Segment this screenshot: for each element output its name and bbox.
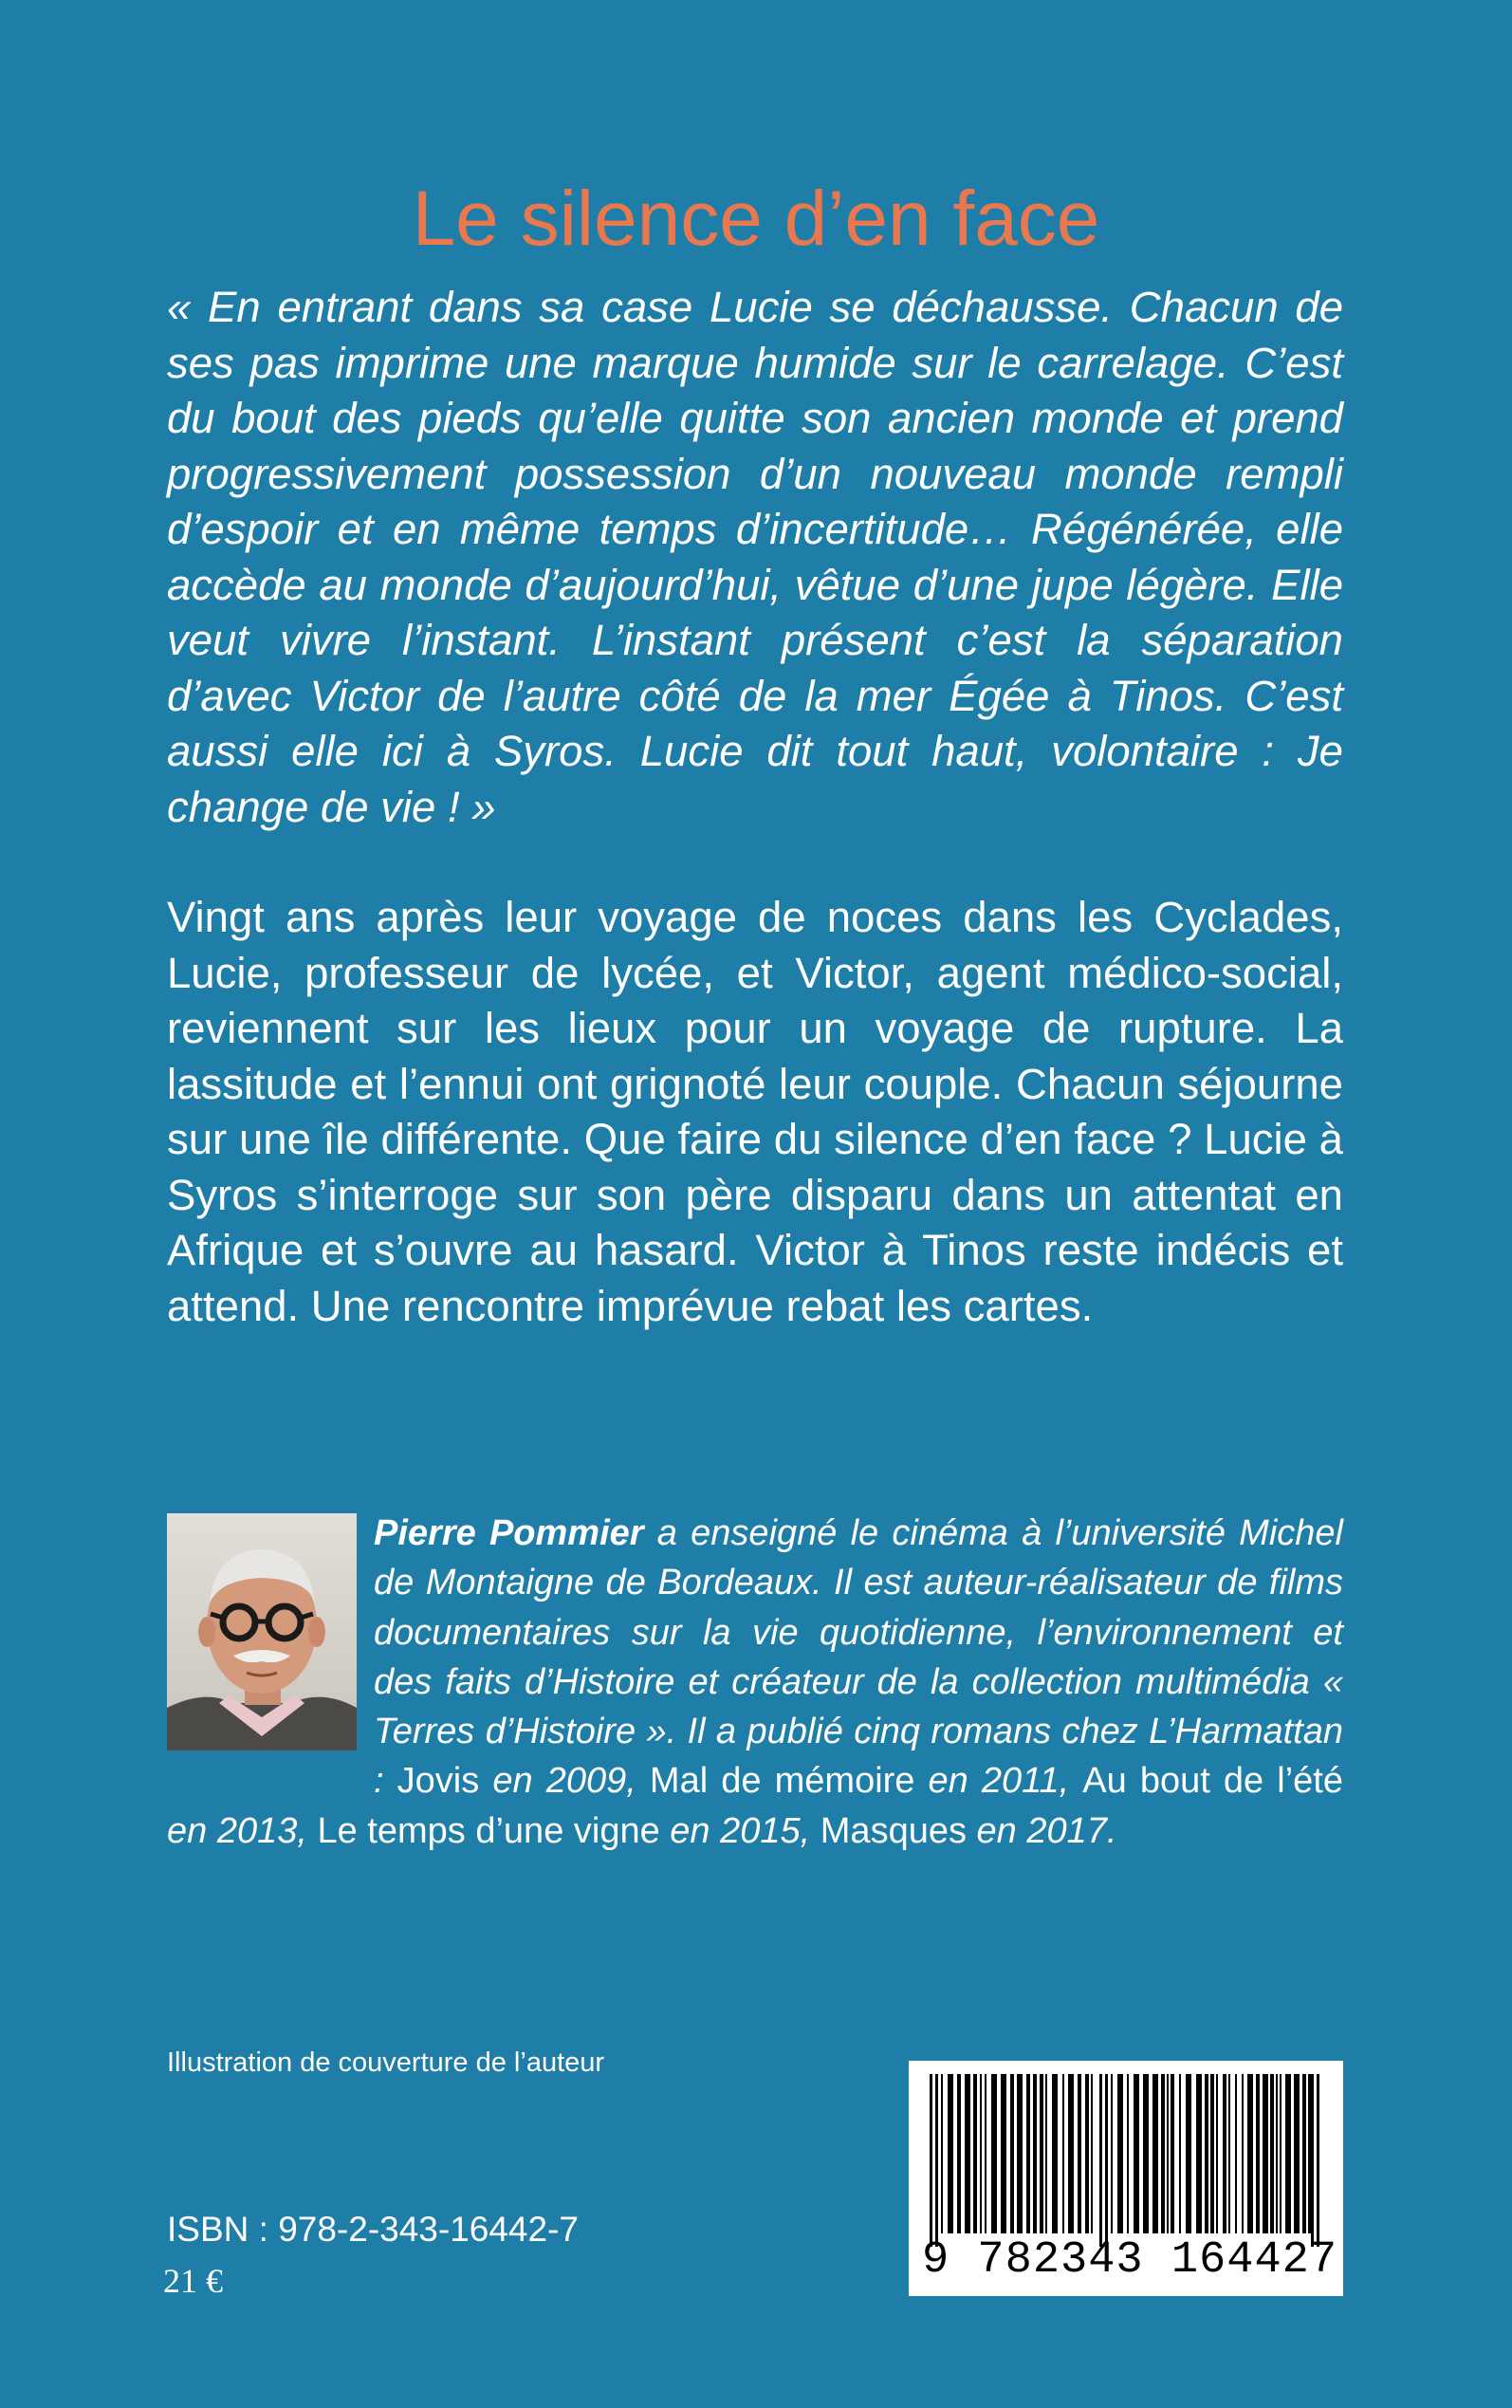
barcode-bar (1276, 2074, 1278, 2233)
barcode (909, 2061, 1343, 2296)
barcode-bar (1078, 2074, 1081, 2233)
barcode-bar (1270, 2074, 1274, 2233)
book-year-5: en 2017. (966, 1810, 1117, 1851)
barcode-bar (973, 2074, 977, 2233)
barcode-bar (1263, 2074, 1268, 2233)
barcode-bar (1001, 2074, 1006, 2233)
isbn-number: ISBN : 978-2-343-16442-7 (167, 2210, 579, 2249)
barcode-bar (1186, 2074, 1191, 2233)
barcode-bar (941, 2074, 943, 2233)
barcode-bar (980, 2074, 982, 2233)
book-title-5: Masques (820, 1810, 967, 1851)
barcode-bar (1062, 2074, 1064, 2233)
barcode-bar (1033, 2074, 1037, 2233)
barcode-bar (1099, 2074, 1102, 2247)
barcode-bar (1216, 2074, 1218, 2233)
barcode-bar (991, 2074, 997, 2233)
barcode-bar (1045, 2074, 1047, 2233)
excerpt-quote: « En entrant dans sa case Lucie se déchausse. Chacun de ses pas imprime une marque humide sur le carrelage. C’est du bout des pieds qu’elle quitte son ancien monde et prend progressivement possession d’un nouveau monde rempli d’espoir et en même temps d’incertitude… Régénérée, elle accède au monde d’aujourd’hui, vêtue d’une jupe légère. Elle veut vivre l’instant. L’instant présent c’est la séparation d’avec Victor de l’autre côté de la mer Égée à Tinos. C’est aussi elle ici à Syros. Lucie dit tout haut, volontaire : Je change de vie ! » (167, 283, 1343, 831)
barcode-bar (957, 2074, 961, 2233)
barcode-digits: 9 782343 164427 (922, 2235, 1338, 2286)
cover-illustration-credit: Illustration de couverture de l’auteur (167, 2047, 605, 2078)
barcode-bar (1228, 2074, 1230, 2233)
barcode-bar (1302, 2074, 1306, 2233)
book-title-4: Le temps d’une vigne (317, 1810, 660, 1851)
barcode-bar (930, 2074, 932, 2247)
barcode-bar (948, 2074, 953, 2233)
barcode-bar (1017, 2074, 1023, 2233)
barcode-bar (1280, 2074, 1282, 2233)
book-summary: Vingt ans après leur voyage de noces dans les Cyclades, Lucie, professeur de lycée, et Victor, agent médico-social, reviennent sur les lieux pour un voyage de rupture. La lassitude et l’ennui ont grignoté leur couple. Chacun séjourne sur une île différente. Que faire du silence d’en face ? Lucie à Syros s’interroge sur son père disparu dans un attentat en Afrique et s’ouvre au hasard. Victor à Tinos reste indécis et attend. Une rencontre imprévue rebat les cartes. (167, 893, 1343, 1330)
book-year-2: en 2011, (914, 1761, 1083, 1802)
barcode-bar (1161, 2074, 1165, 2233)
barcode-bar (1171, 2074, 1174, 2233)
barcode-bar (1285, 2074, 1291, 2233)
price: 21 € (163, 2262, 223, 2300)
barcode-bar (1105, 2074, 1108, 2247)
barcode-bar (1152, 2074, 1158, 2233)
book-year-1: en 2009, (479, 1761, 650, 1802)
barcode-bar (1068, 2074, 1074, 2233)
barcode-bar (1196, 2074, 1202, 2233)
book-year-3: en 2013, (167, 1810, 318, 1851)
barcode-bar (1242, 2074, 1244, 2233)
barcode-bar (1311, 2074, 1314, 2247)
barcode-bar (1143, 2074, 1149, 2233)
barcode-bar (1091, 2074, 1093, 2233)
barcode-bar (935, 2074, 938, 2247)
book-title-2: Mal de mémoire (649, 1761, 915, 1802)
barcode-bar (1205, 2074, 1208, 2233)
barcode-bar (1127, 2074, 1129, 2233)
barcode-bar (1294, 2074, 1300, 2233)
barcode-bar (1026, 2074, 1030, 2233)
barcode-bar (1247, 2074, 1253, 2233)
book-title: Le silence d’en face (412, 175, 1100, 262)
barcode-bar (1167, 2074, 1169, 2233)
barcode-bar (1052, 2074, 1058, 2233)
barcode-bar (985, 2074, 986, 2233)
barcode-bar (1134, 2074, 1139, 2233)
barcode-bar (1010, 2074, 1014, 2233)
barcode-bar (1111, 2074, 1113, 2233)
book-year-4: en 2015, (659, 1810, 821, 1851)
barcode-bar (1117, 2074, 1123, 2233)
barcode-bar (965, 2074, 970, 2233)
author-bio (167, 1509, 1343, 1856)
barcode-bar (1179, 2074, 1181, 2233)
author-bio-text: a enseigné le cinéma à l’université Michel de Montaigne de Bordeaux. Il est auteur-réalisateur de films documentaires sur la vie quotidienne, l’environnement et des faits d’Histoire et créateur de la collection multimédia « Terres d’Histoire ». Il a publié cinq romans chez L’Harmattan : (374, 1513, 1343, 1802)
barcode-bar (1235, 2074, 1237, 2233)
barcode-bar (1317, 2074, 1319, 2247)
book-title-3: Au bout de l’été (1082, 1761, 1343, 1802)
book-title-1: Jovis (396, 1761, 480, 1802)
author-name: Pierre Pommier (374, 1513, 644, 1553)
barcode-bar (1256, 2074, 1260, 2233)
barcode-bar (1085, 2074, 1089, 2233)
barcode-bar (1210, 2074, 1214, 2233)
barcode-bar (1223, 2074, 1226, 2233)
barcode-bar (1040, 2074, 1043, 2233)
photo-spacer (167, 1509, 374, 1757)
